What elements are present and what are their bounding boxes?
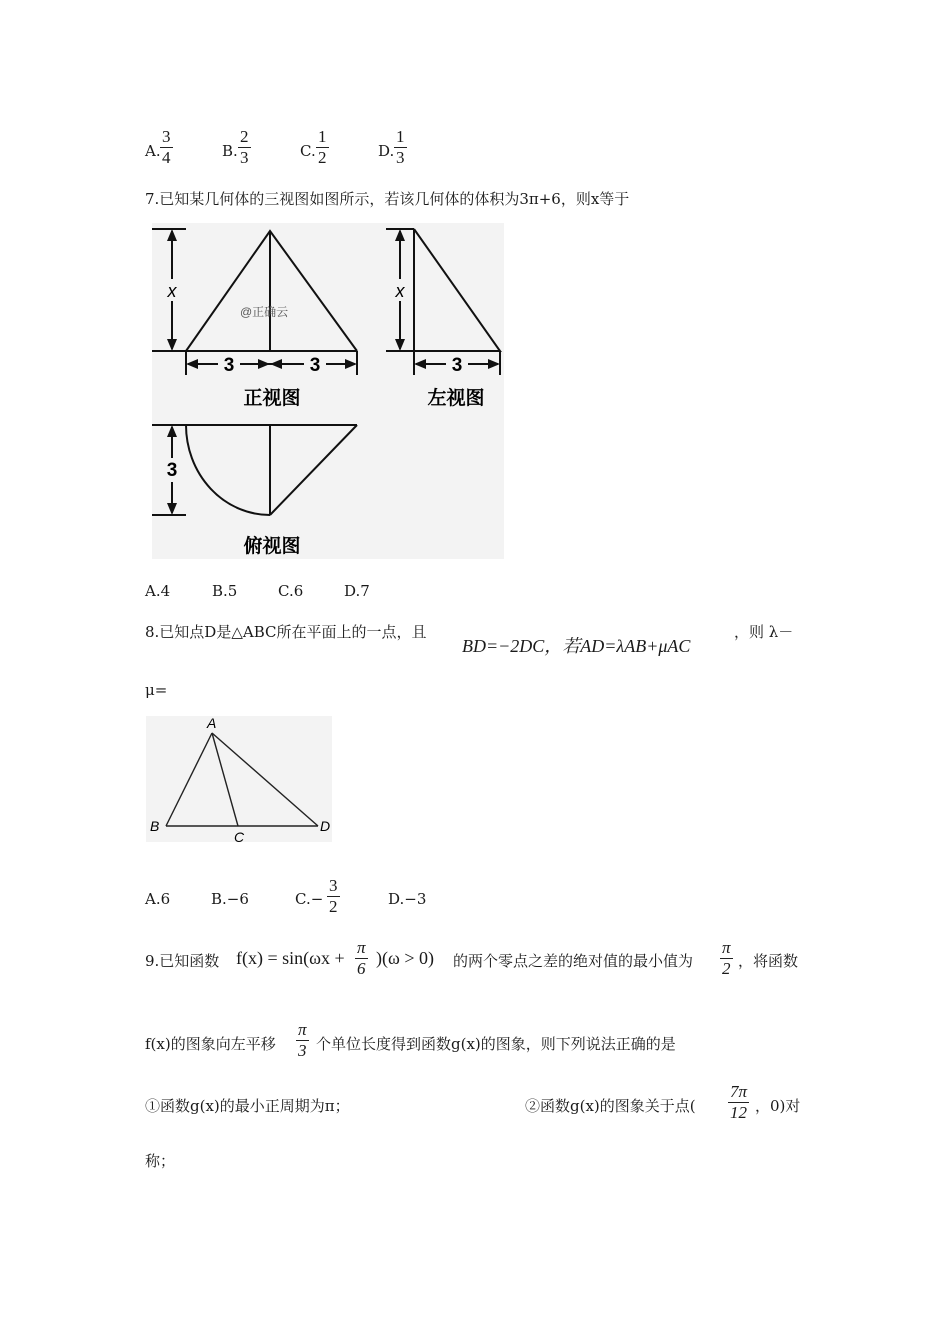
figure-background: [146, 716, 332, 842]
q6-option-d-fraction: $\frac{1}{3}$: [396, 127, 405, 167]
q7-three-views-figure: [152, 223, 504, 559]
side-x-label: x: [395, 281, 405, 301]
q8-triangle-figure: [146, 716, 332, 842]
q6-option-a-fraction: $\frac{3}{4}$: [162, 127, 171, 167]
q6-option-a-label: A.: [145, 142, 161, 160]
point-c-label: C: [234, 829, 245, 842]
q7-stem: 7.已知某几何体的三视图如图所示，若该几何体的体积为3π+6，则x等于: [145, 190, 630, 208]
q6-option-c-label: C.: [300, 142, 316, 160]
q9-pi-over-2: $\frac{\pi}{2}$: [722, 938, 731, 978]
q9-stem-middle: 的两个零点之差的绝对值的最小值为: [453, 952, 694, 970]
q8-stem-end: ，则 λ－: [734, 623, 794, 641]
side-view-label: 左视图: [427, 388, 485, 409]
q6-option-b-fraction: $\frac{2}{3}$: [240, 127, 249, 167]
point-b-label: B: [150, 818, 160, 834]
q9-statement-2-start: ②函数g(x)的图象关于点(: [525, 1097, 696, 1115]
q8-option-a: A.6: [145, 890, 171, 908]
q9-statement-2-end: ，0)对: [755, 1097, 801, 1115]
q9-condition: )(ω > 0): [376, 948, 434, 968]
q8-option-d: D.−3: [388, 890, 427, 908]
q9-stem-start: 9.已知函数: [145, 952, 220, 970]
top-view-label: 俯视图: [243, 536, 301, 557]
q6-option-b-label: B.: [222, 142, 238, 160]
q7-option-c: C.6: [278, 582, 304, 600]
q9-line2-end: 个单位长度得到函数g(x)的图象，则下列说法正确的是: [316, 1035, 676, 1053]
point-d-label: D: [320, 818, 331, 834]
q9-stem-end: ，将函数: [738, 952, 799, 970]
top-3-label: 3: [166, 460, 178, 481]
q9-statement-2-wrap: 称；: [145, 1152, 176, 1170]
front-left-3-label: 3: [223, 355, 235, 376]
q9-7pi-over-12: $\frac{7\pi}{12}$: [730, 1082, 748, 1122]
side-3-label: 3: [451, 355, 463, 376]
q8-stem-start: 8.已知点D是△ABC所在平面上的一点，且: [145, 623, 427, 641]
watermark: @正确云: [240, 305, 289, 319]
q9-function: f(x) = sin(ωx +: [236, 948, 345, 968]
q9-pi-over-6: $\frac{\pi}{6}$: [357, 938, 366, 978]
q7-option-b: B.5: [212, 582, 238, 600]
q8-stem-math: BD=−2DC，若AD=λAB+μAC: [462, 636, 691, 656]
q9-line2-start: f(x)的图象向左平移: [145, 1035, 276, 1053]
q8-option-c-fraction: $\frac{3}{2}$: [329, 876, 338, 916]
q8-option-c-prefix: C.−: [295, 890, 324, 908]
q8-stem-mu: μ=: [145, 681, 168, 699]
q7-option-d: D.7: [344, 582, 370, 600]
q6-option-d-label: D.: [378, 142, 395, 160]
front-right-3-label: 3: [309, 355, 321, 376]
q9-statement-1: ①函数g(x)的最小正周期为π；: [145, 1097, 350, 1115]
q7-option-a: A.4: [145, 582, 171, 600]
front-x-label: x: [167, 281, 177, 301]
q8-option-b: B.−6: [211, 890, 249, 908]
q6-option-c-fraction: $\frac{1}{2}$: [318, 127, 327, 167]
point-a-label: A: [207, 716, 217, 731]
q9-pi-over-3: $\frac{\pi}{3}$: [298, 1020, 307, 1060]
front-view-label: 正视图: [243, 388, 301, 409]
